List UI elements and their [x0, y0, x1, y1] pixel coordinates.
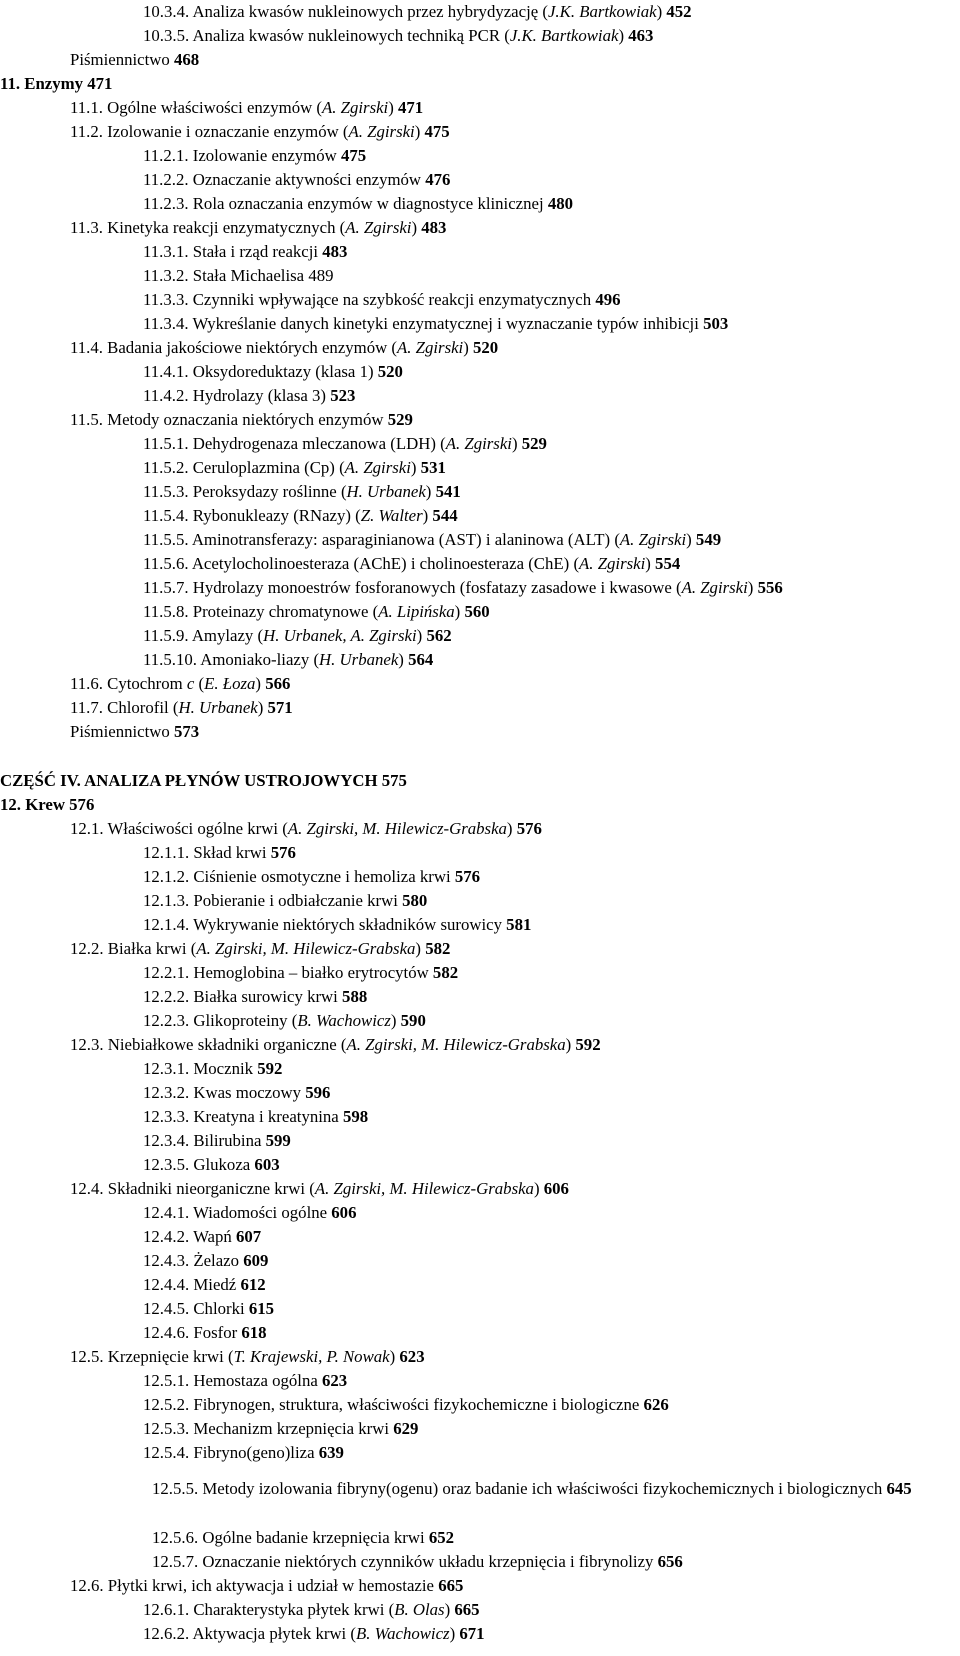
entry-number: 12.4.1. — [143, 1203, 190, 1222]
entry-number: 12.4.2. — [143, 1227, 190, 1246]
toc-entry: 12.4. Składniki nieorganiczne krwi (A. Zgirski, M. Hilewicz-Grabska) 606 — [70, 1179, 569, 1198]
toc-entry — [70, 49, 199, 70]
entry-title-italic: c — [186, 674, 195, 693]
entry-number: 12.1.2. — [143, 867, 190, 886]
toc-entry — [0, 770, 407, 791]
entry-page: 592 — [575, 1035, 601, 1054]
entry-number: 11.4.1. — [143, 362, 189, 381]
entry-number: 12.6. — [70, 1576, 104, 1595]
entry-title: Acetylocholinoesteraza (AChE) i cholinoesteraza (ChE) — [191, 554, 570, 573]
entry-number: 11.3.1. — [143, 242, 189, 261]
toc-entry — [143, 289, 621, 310]
entry-number: 12.6.2. — [143, 1624, 190, 1643]
entry-authors: A. Zgirski, M. Hilewicz-Grabska — [196, 939, 416, 958]
entry-number: 12.2.2. — [143, 987, 190, 1006]
toc-entry — [143, 986, 367, 1007]
entry-page: 564 — [408, 650, 434, 669]
toc-entry: 10.3.5. Analiza kwasów nukleinowych techniką PCR (J.K. Bartkowiak) 463 — [143, 26, 654, 45]
toc-entry: 11.5.8. Proteinazy chromatynowe (A. Lipińska) 560 — [143, 602, 490, 621]
entry-page: 599 — [265, 1131, 291, 1150]
toc-entry — [143, 1154, 280, 1175]
entry-number: 12.4.6. — [143, 1323, 190, 1342]
entry-title: Metody oznaczania niektórych enzymów — [107, 410, 384, 429]
entry-number: 11.2. — [70, 122, 103, 141]
entry-number: 11.5.6. — [143, 554, 189, 573]
entry-number: 12.2. — [70, 939, 104, 958]
entry-page: 623 — [399, 1347, 425, 1366]
entry-title: Wapń — [193, 1227, 232, 1246]
toc-entry — [143, 1202, 356, 1223]
entry-page: 489 — [308, 266, 334, 285]
entry-number: 12.2.1. — [143, 963, 190, 982]
entry-authors: A. Zgirski — [345, 218, 412, 237]
entry-number: 12.2.3. — [143, 1011, 190, 1030]
entry-title: Hemoglobina – białko erytrocytów — [193, 963, 429, 982]
entry-page: 566 — [265, 674, 291, 693]
entry-title: Piśmiennictwo — [70, 722, 170, 741]
toc-entry: 11.5.10. Amoniako-liazy (H. Urbanek) 564 — [143, 650, 434, 669]
entry-title: Cytochrom — [107, 674, 183, 693]
entry-number: 12.3.2. — [143, 1083, 190, 1102]
entry-title: Rola oznaczania enzymów w diagnostyce klinicznej — [192, 194, 544, 213]
entry-title: Pobieranie i odbiałczanie krwi — [193, 891, 398, 910]
toc-entry: 11.6. Cytochrom c (E. Łoza) 566 — [70, 674, 291, 693]
toc-entry — [143, 1082, 330, 1103]
entry-authors: A. Lipińska — [378, 602, 455, 621]
entry-page: 590 — [400, 1011, 426, 1030]
entry-page: 571 — [267, 698, 293, 717]
entry-title: Hydrolazy monoestrów fosforanowych (fosfatazy zasadowe i kwasowe — [192, 578, 672, 597]
entry-number: 11.7. — [70, 698, 103, 717]
toc-entry — [70, 721, 199, 742]
entry-title: Mechanizm krzepnięcia krwi — [193, 1419, 390, 1438]
toc-entry: 12.6.1. Charakterystyka płytek krwi (B. Olas) 665 — [143, 1600, 480, 1619]
toc-entry — [143, 385, 355, 406]
entry-title: Kwas moczowy — [193, 1083, 302, 1102]
entry-title: Właściwości ogólne krwi — [107, 819, 279, 838]
entry-number: 11.3. — [70, 218, 103, 237]
entry-title: Izolowanie enzymów — [192, 146, 337, 165]
entry-number: 12. — [0, 795, 21, 814]
entry-page: 523 — [330, 386, 356, 405]
entry-title: Białka surowicy krwi — [193, 987, 338, 1006]
entry-title: Oznaczanie aktywności enzymów — [192, 170, 422, 189]
toc-entry — [143, 1418, 418, 1439]
entry-page: 623 — [321, 1371, 348, 1390]
entry-title: Kinetyka reakcji enzymatycznych — [107, 218, 336, 237]
entry-authors: A. Zgirski — [397, 338, 464, 357]
entry-number: 11.5.10. — [143, 650, 197, 669]
toc-entry — [143, 1394, 669, 1415]
entry-authors: A. Zgirski, M. Hilewicz-Grabska — [314, 1179, 534, 1198]
entry-title: Składniki nieorganiczne krwi — [107, 1179, 306, 1198]
toc-entry: 12.2. Białka krwi (A. Zgirski, M. Hilewicz-Grabska) 582 — [70, 939, 451, 958]
entry-page: 598 — [342, 1107, 369, 1126]
entry-number: 12.4.5. — [143, 1299, 190, 1318]
entry-title: Glikoproteiny — [193, 1011, 288, 1030]
toc-entry — [143, 1058, 282, 1079]
entry-page: 476 — [425, 170, 451, 189]
entry-title: Peroksydazy roślinne — [192, 482, 337, 501]
toc-entry — [143, 241, 347, 262]
entry-page: 573 — [173, 722, 200, 741]
entry-title: Aminotransferazy: asparaginianowa (AST) i alaninowa (ALT) — [191, 530, 611, 549]
toc-entry: 11.1. Ogólne właściwości enzymów (A. Zgirski) 471 — [70, 98, 424, 117]
entry-authors: B. Wachowicz — [356, 1624, 450, 1643]
entry-number: 12.3.3. — [143, 1107, 190, 1126]
entry-title: Proteinazy chromatynowe — [192, 602, 369, 621]
entry-page: 645 — [886, 1479, 912, 1498]
entry-page: 576 — [270, 843, 296, 862]
toc-entry: 11.5.7. Hydrolazy monoestrów fosforanowych (fosfatazy zasadowe i kwasowe (A. Zgirski) 556 — [143, 578, 783, 597]
toc-entry — [143, 866, 480, 887]
entry-title: Chlorki — [193, 1299, 245, 1318]
entry-title: CZĘŚĆ IV. ANALIZA PŁYNÓW USTROJOWYCH — [0, 771, 378, 790]
toc-entry — [143, 265, 333, 286]
entry-title: Oksydoreduktazy (klasa 1) — [192, 362, 374, 381]
entry-number: 12.4.3. — [143, 1251, 190, 1270]
toc-entry: 12.6.2. Aktywacja płytek krwi (B. Wachowicz) 671 — [143, 1624, 485, 1643]
toc-entry — [143, 361, 403, 382]
toc-entry — [143, 1130, 291, 1151]
entry-number: 11.2.2. — [143, 170, 189, 189]
entry-title: Niebiałkowe składniki organiczne — [107, 1035, 337, 1054]
entry-page: 581 — [506, 915, 532, 934]
entry-number: 11.5.2. — [143, 458, 189, 477]
toc-entry — [152, 1527, 454, 1548]
entry-title: Stała i rząd reakcji — [192, 242, 319, 261]
entry-page: 606 — [331, 1203, 357, 1222]
entry-title: Białka krwi — [107, 939, 187, 958]
entry-number: 12.5.7. — [152, 1552, 199, 1571]
entry-number: 11.5.1. — [143, 434, 189, 453]
toc-entry — [143, 914, 531, 935]
toc-entry — [143, 890, 427, 911]
entry-number: 12.5.1. — [143, 1371, 190, 1390]
entry-number: 12.1.1. — [143, 843, 190, 862]
entry-page: 560 — [464, 602, 490, 621]
entry-title: Rybonukleazy (RNazy) — [192, 506, 351, 525]
toc-entry: 11.5.2. Ceruloplazmina (Cp) (A. Zgirski) 531 — [143, 458, 446, 477]
entry-page: 483 — [421, 218, 447, 237]
entry-title: Skład krwi — [193, 843, 267, 862]
entry-title: Mocznik — [193, 1059, 254, 1078]
toc-entry — [143, 1442, 344, 1463]
entry-page: 471 — [398, 98, 424, 117]
entry-title: Bilirubina — [193, 1131, 262, 1150]
entry-page: 452 — [666, 2, 692, 21]
entry-page: 665 — [438, 1576, 464, 1595]
entry-page: 556 — [757, 578, 783, 597]
entry-number: 12.1.3. — [143, 891, 190, 910]
entry-page: 468 — [173, 50, 200, 69]
toc-entry — [143, 169, 450, 190]
toc-entry — [143, 1226, 261, 1247]
toc-entry: 11.4. Badania jakościowe niektórych enzymów (A. Zgirski) 520 — [70, 338, 499, 357]
entry-page: 665 — [454, 1600, 480, 1619]
entry-title: Amylazy — [191, 626, 254, 645]
entry-number: 12.3. — [70, 1035, 104, 1054]
toc-entry — [143, 1370, 347, 1391]
entry-number: 12.4. — [70, 1179, 104, 1198]
entry-number: 12.5.2. — [143, 1395, 190, 1414]
entry-number: 11.4. — [70, 338, 103, 357]
toc-entry: 11.7. Chlorofil (H. Urbanek) 571 — [70, 698, 293, 717]
entry-page: 544 — [432, 506, 458, 525]
toc-entry: 11.5.6. Acetylocholinoesteraza (AChE) i cholinoesteraza (ChE) (A. Zgirski) 554 — [143, 554, 681, 573]
entry-page: 475 — [340, 146, 367, 165]
entry-page: 496 — [595, 290, 621, 309]
entry-page: 576 — [69, 795, 95, 814]
entry-number: 12.3.5. — [143, 1155, 190, 1174]
entry-number: 11.5.7. — [143, 578, 189, 597]
entry-title: Aktywacja płytek krwi — [192, 1624, 347, 1643]
entry-title: Badania jakościowe niektórych enzymów — [107, 338, 388, 357]
entry-page: 615 — [248, 1299, 275, 1318]
entry-number: 12.1.4. — [143, 915, 190, 934]
entry-title: Fosfor — [193, 1323, 238, 1342]
entry-page: 480 — [547, 194, 573, 213]
toc-entry — [143, 1250, 268, 1271]
entry-authors: A. Zgirski — [681, 578, 748, 597]
entry-page: 549 — [695, 530, 722, 549]
entry-number: 11.5. — [70, 410, 103, 429]
entry-title: Chlorofil — [107, 698, 169, 717]
entry-page: 575 — [381, 771, 407, 790]
entry-title: Amoniako-liazy — [200, 650, 310, 669]
entry-page: 503 — [703, 314, 729, 333]
entry-authors: J.K. Bartkowiak — [509, 26, 619, 45]
entry-number: 11.5.9. — [143, 626, 189, 645]
entry-number: 12.3.1. — [143, 1059, 190, 1078]
entry-title: Czynniki wpływające na szybkość reakcji enzymatycznych — [192, 290, 592, 309]
toc-entry — [143, 313, 728, 334]
entry-authors: A. Zgirski — [619, 530, 687, 549]
toc-entry — [143, 193, 573, 214]
entry-title: Płytki krwi, ich aktywacja i udział w hemostazie — [107, 1576, 434, 1595]
toc-entry — [70, 409, 413, 430]
entry-title: Charakterystyka płytek krwi — [193, 1600, 385, 1619]
entry-page: 652 — [428, 1528, 454, 1547]
entry-title: Metody izolowania fibryny(ogenu) oraz badanie ich właściwości fizykochemicznych i biologicznych — [202, 1479, 883, 1498]
toc-entry: 11.5.9. Amylazy (H. Urbanek, A. Zgirski) 562 — [143, 626, 452, 645]
entry-number: 11.3.3. — [143, 290, 189, 309]
entry-page: 671 — [459, 1624, 485, 1643]
entry-page: 618 — [241, 1323, 267, 1342]
entry-title: Analiza kwasów nukleinowych przez hybrydyzację — [192, 2, 539, 21]
entry-page: 483 — [322, 242, 348, 261]
entry-title: Ceruloplazmina (Cp) — [192, 458, 335, 477]
entry-authors: A. Zgirski — [348, 122, 415, 141]
toc-entry — [143, 842, 296, 863]
entry-number: 11.2.1. — [143, 146, 189, 165]
entry-title: Izolowanie i oznaczanie enzymów — [107, 122, 339, 141]
entry-authors: B. Olas — [394, 1600, 445, 1619]
entry-authors: H. Urbanek — [178, 698, 258, 717]
entry-page: 463 — [628, 26, 654, 45]
entry-title: Ciśnienie osmotyczne i hemoliza krwi — [193, 867, 451, 886]
entry-number: 12.5.5. — [152, 1479, 199, 1498]
entry-title: Hydrolazy (klasa 3) — [192, 386, 327, 405]
toc-entry — [143, 1274, 266, 1295]
entry-title: Piśmiennictwo — [70, 50, 170, 69]
entry-number: 11. — [0, 74, 21, 93]
toc-entry — [143, 1106, 368, 1127]
entry-page: 531 — [420, 458, 446, 477]
toc-entry — [0, 73, 112, 94]
entry-number: 10.3.5. — [143, 26, 190, 45]
entry-page: 629 — [393, 1419, 419, 1438]
entry-title: Oznaczanie niektórych czynników układu krzepnięcia i fibrynolizy — [202, 1552, 654, 1571]
entry-authors: H. Urbanek — [319, 650, 399, 669]
toc-entry: 10.3.4. Analiza kwasów nukleinowych przez hybrydyzację (J.K. Bartkowiak) 452 — [143, 2, 692, 21]
entry-page: 529 — [387, 410, 413, 429]
toc-entry — [152, 1478, 952, 1499]
entry-title: Miedź — [193, 1275, 237, 1294]
entry-title: Ogólne właściwości enzymów — [107, 98, 313, 117]
toc-entry: 12.2.3. Glikoproteiny (B. Wachowicz) 590 — [143, 1011, 426, 1030]
entry-page: 639 — [318, 1443, 344, 1462]
entry-authors: A. Zgirski — [579, 554, 646, 573]
toc-entry: 11.2. Izolowanie i oznaczanie enzymów (A. Zgirski) 475 — [70, 122, 450, 141]
toc-entry: 12.5. Krzepnięcie krwi (T. Krajewski, P. Nowak) 623 — [70, 1347, 425, 1366]
toc-entry: 11.5.3. Peroksydazy roślinne (H. Urbanek) 541 — [143, 482, 461, 501]
entry-number: 12.3.4. — [143, 1131, 190, 1150]
entry-authors: H. Urbanek, A. Zgirski — [263, 626, 417, 645]
entry-page: 607 — [236, 1227, 262, 1246]
entry-authors: J.K. Bartkowiak — [547, 2, 657, 21]
entry-number: 10.3.4. — [143, 2, 190, 21]
entry-number: 11.5.5. — [143, 530, 189, 549]
toc-entry: 12.1. Właściwości ogólne krwi (A. Zgirski, M. Hilewicz-Grabska) 576 — [70, 819, 542, 838]
entry-page: 576 — [454, 867, 480, 886]
entry-number: 11.1. — [70, 98, 103, 117]
entry-title: Krew — [25, 795, 65, 814]
toc-entry — [152, 1551, 683, 1572]
entry-page: 562 — [426, 626, 452, 645]
entry-page: 471 — [87, 74, 113, 93]
entry-number: 11.2.3. — [143, 194, 189, 213]
toc-entry — [143, 962, 458, 983]
entry-title: Hemostaza ogólna — [193, 1371, 318, 1390]
toc-entry: 11.5.4. Rybonukleazy (RNazy) (Z. Walter) 544 — [143, 506, 458, 525]
entry-number: 12.5.4. — [143, 1443, 190, 1462]
entry-number: 12.4.4. — [143, 1275, 190, 1294]
toc-entry — [0, 794, 94, 815]
entry-title: Glukoza — [193, 1155, 251, 1174]
entry-title: Analiza kwasów nukleinowych techniką PCR — [192, 26, 501, 45]
entry-authors: A. Zgirski — [344, 458, 411, 477]
entry-authors: Z. Walter — [360, 506, 423, 525]
entry-title: Kreatyna i kreatynina — [193, 1107, 339, 1126]
entry-title: Ogólne badanie krzepnięcia krwi — [202, 1528, 425, 1547]
entry-title: Krzepnięcie krwi — [107, 1347, 224, 1366]
entry-authors: A. Zgirski — [445, 434, 512, 453]
entry-title: Enzymy — [24, 74, 83, 93]
toc-entry — [143, 145, 366, 166]
toc-entry: 12.3. Niebiałkowe składniki organiczne (A. Zgirski, M. Hilewicz-Grabska) 592 — [70, 1035, 601, 1054]
entry-number: 12.5.3. — [143, 1419, 190, 1438]
entry-page: 520 — [377, 362, 403, 381]
entry-page: 606 — [543, 1179, 569, 1198]
entry-number: 11.5.3. — [143, 482, 189, 501]
entry-page: 626 — [643, 1395, 669, 1414]
entry-authors: B. Wachowicz — [297, 1011, 391, 1030]
entry-number: 12.5. — [70, 1347, 104, 1366]
entry-page: 580 — [402, 891, 428, 910]
entry-number: 11.5.8. — [143, 602, 189, 621]
entry-page: 554 — [655, 554, 681, 573]
entry-page: 529 — [521, 434, 547, 453]
entry-number: 12.5.6. — [152, 1528, 199, 1547]
entry-number: 11.3.2. — [143, 266, 189, 285]
entry-page: 576 — [516, 819, 542, 838]
toc-entry — [143, 1298, 274, 1319]
entry-number: 11.5.4. — [143, 506, 189, 525]
entry-page: 592 — [257, 1059, 283, 1078]
entry-authors: A. Zgirski — [322, 98, 389, 117]
entry-number: 11.4.2. — [143, 386, 189, 405]
toc-entry: 11.5.5. Aminotransferazy: asparaginianowa (AST) i alaninowa (ALT) (A. Zgirski) 549 — [143, 530, 722, 549]
entry-page: 609 — [243, 1251, 269, 1270]
toc-entry: 11.3. Kinetyka reakcji enzymatycznych (A. Zgirski) 483 — [70, 218, 447, 237]
entry-title: Stała Michaelisa — [192, 266, 305, 285]
entry-title: Fibryno(geno)liza — [193, 1443, 315, 1462]
entry-page: 596 — [305, 1083, 331, 1102]
entry-title: Żelazo — [193, 1251, 240, 1270]
entry-page: 588 — [342, 987, 368, 1006]
entry-number: 11.6. — [70, 674, 103, 693]
entry-page: 603 — [254, 1155, 280, 1174]
entry-page: 541 — [435, 482, 461, 501]
entry-authors: H. Urbanek — [346, 482, 426, 501]
entry-authors: T. Krajewski, P. Nowak — [233, 1347, 390, 1366]
entry-page: 656 — [657, 1552, 683, 1571]
entry-page: 582 — [425, 939, 451, 958]
entry-authors: A. Zgirski, M. Hilewicz-Grabska — [346, 1035, 566, 1054]
entry-authors: E. Łoza — [204, 674, 256, 693]
entry-page: 582 — [432, 963, 459, 982]
entry-page: 612 — [240, 1275, 266, 1294]
entry-number: 12.6.1. — [143, 1600, 190, 1619]
entry-number: 11.3.4. — [143, 314, 189, 333]
entry-title: Wykrywanie niektórych składników surowicy — [193, 915, 502, 934]
entry-title: Dehydrogenaza mleczanowa (LDH) — [192, 434, 436, 453]
entry-title: Wykreślanie danych kinetyki enzymatycznej i wyznaczanie typów inhibicji — [192, 314, 699, 333]
entry-number: 12.1. — [70, 819, 104, 838]
entry-page: 475 — [424, 122, 450, 141]
toc-entry: 11.5.1. Dehydrogenaza mleczanowa (LDH) (A. Zgirski) 529 — [143, 434, 547, 453]
toc-entry — [143, 1322, 267, 1343]
entry-page: 520 — [473, 338, 499, 357]
entry-title: Wiadomości ogólne — [193, 1203, 328, 1222]
entry-title: Fibrynogen, struktura, właściwości fizykochemiczne i biologiczne — [193, 1395, 640, 1414]
entry-authors: A. Zgirski, M. Hilewicz-Grabska — [287, 819, 507, 838]
toc-entry — [70, 1575, 463, 1596]
